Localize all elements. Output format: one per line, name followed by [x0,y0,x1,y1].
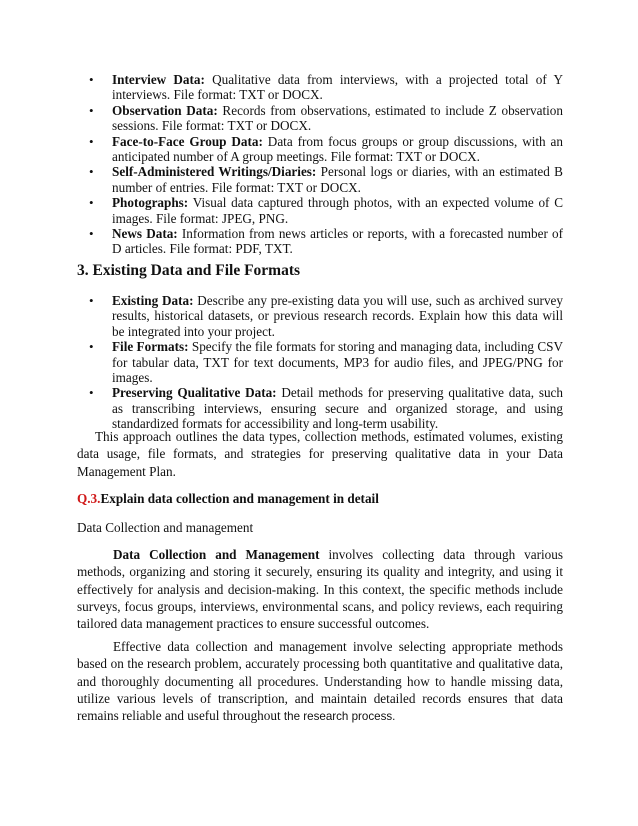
item-term: Existing Data: [112,293,194,308]
list-item [77,293,563,339]
item-text: Information from news articles or reports, with a forecasted number of D articles. File format: PDF, TXT. [112,226,564,257]
para-tail: the research process. [283,710,396,724]
list-item [77,72,563,103]
item-term: Interview Data: [112,72,205,87]
existing-data-list [77,293,563,432]
question-number: Q.3. [77,491,101,506]
item-text: Visual data captured through photos, with an expected volume of C images. File format: JPEG, PNG. [112,195,563,226]
item-term: Observation Data: [112,102,218,118]
item-text: Data from focus groups or group discussions, with an anticipated number of A group meetings. File format: TXT or DOCX. [112,133,563,165]
item-term: News Data: [112,226,178,242]
item-text: Personal logs or diaries, with an estimated B number of entries. File format: TXT or DOCX. [112,164,563,195]
item-text: Qualitative data from interviews, with a projected total of Y interviews. File format: TXT or DOCX. [112,72,563,103]
list-item [77,134,563,165]
summary-paragraph: This approach outlines the data types, collection methods, estimated volumes, existing data usage, file formats, and strategies for preserving qualitative data in your Data Management Plan. [77,429,563,479]
item-term: Self-Administered Writings/Diaries: [112,164,317,180]
data-types-list [77,72,563,257]
list-item [77,164,563,195]
list-item [77,195,563,226]
para-text: involves collecting data through various methods, organizing and storing it securely, ensuring its quality and integrity, and using it effectively for analysis and decision-making. In this context, the specific methods include surveys, focus groups, interviews, environmental scans, and policy reviews, each requiring tailored data management practices to ensure successful outcomes. [77,547,564,632]
item-text: Describe any pre-existing data you will use, such as archived survey results, historical datasets, or previous research records. Explain how this data will be integrated into your project. [112,293,563,339]
para-term: Data Collection and Management [113,547,320,562]
item-text: Records from observations, estimated to include Z observation sessions. File format: TXT or DOCX. [112,102,563,134]
item-term: Preserving Qualitative Data: [112,385,277,401]
item-term: Face-to-Face Group Data: [112,133,263,149]
subheading: Data Collection and management [77,520,254,535]
list-item [77,103,563,134]
item-text: Detail methods for preserving qualitative data, such as transcribing interviews, ensuring secure and organized storage, and using standardized formats for accessibility and long-term usability. [112,385,563,432]
list-item [77,385,563,431]
item-text: Specify the file formats for storing and managing data, including CSV for tabular data, TXT for text documents, MP3 for audio files, and JPEG/PNG for images. [112,339,563,386]
list-item [77,226,563,257]
item-term: File Formats: [112,339,189,355]
item-term: Photographs: [112,195,189,211]
body-paragraph-1 [77,546,563,632]
list-item [77,339,563,385]
body-paragraph-2 [77,638,563,725]
para-text: Effective data collection and management involve selecting appropriate methods based on the research problem, accurately processing both quantitative and qualitative data, and thoroughly documenting all procedures. Understanding how to handle missing data, utilize various levels of transcription, and maintain detailed records ensures that data remains reliable and useful throughout [77,639,563,724]
section-heading: 3. Existing Data and File Formats [77,262,301,279]
question-line [77,491,379,507]
question-text: Explain data collection and management in detail [100,491,379,506]
